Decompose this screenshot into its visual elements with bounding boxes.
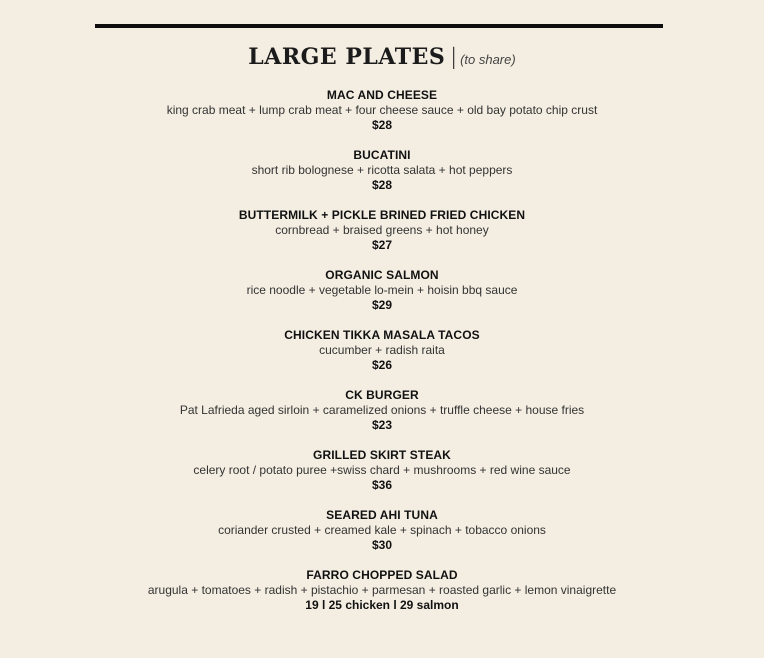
item-name: BUCATINI [353, 148, 411, 162]
top-divider [95, 24, 663, 28]
item-description: coriander crusted + creamed kale + spinach + tobacco onions [218, 523, 546, 537]
item-description: arugula + tomatoes + radish + pistachio + parmesan + roasted garlic + lemon vinaigrette [147, 583, 617, 597]
item-name: SEARED AHI TUNA [326, 508, 438, 522]
menu-item-ahi-tuna [0, 508, 764, 568]
item-price: $28 [371, 118, 393, 132]
menu-item-skirt-steak [0, 448, 764, 508]
menu-item-ck-burger [0, 388, 764, 448]
item-price: $29 [371, 298, 393, 312]
menu-list [0, 88, 764, 628]
menu-item-farro-salad [0, 568, 764, 628]
title-separator: | [451, 44, 457, 70]
section-header [0, 44, 764, 71]
item-price: 19 l 25 chicken l 29 salmon [305, 598, 459, 612]
item-price: $26 [371, 358, 393, 372]
section-title: LARGE PLATES [248, 44, 446, 70]
item-name: GRILLED SKIRT STEAK [313, 448, 451, 462]
item-name: BUTTERMILK + PICKLE BRINED FRIED CHICKEN [238, 208, 526, 222]
item-price: $27 [371, 238, 393, 252]
section-note: (to share) [460, 52, 516, 67]
item-price: $28 [371, 178, 393, 192]
menu-item-mac-and-cheese [0, 88, 764, 148]
menu-item-tikka-tacos [0, 328, 764, 388]
item-name: CHICKEN TIKKA MASALA TACOS [284, 328, 480, 342]
menu-item-bucatini [0, 148, 764, 208]
item-name: MAC AND CHEESE [326, 88, 438, 102]
item-description: celery root / potato puree +swiss chard + mushrooms + red wine sauce [193, 463, 571, 477]
item-name: ORGANIC SALMON [325, 268, 439, 282]
item-price: $30 [371, 538, 393, 552]
item-name: CK BURGER [345, 388, 419, 402]
item-description: king crab meat + lump crab meat + four cheese sauce + old bay potato chip crust [166, 103, 598, 117]
item-description: cucumber + radish raita [319, 343, 445, 357]
item-description: cornbread + braised greens + hot honey [275, 223, 489, 237]
menu-item-organic-salmon [0, 268, 764, 328]
item-description: rice noodle + vegetable lo-mein + hoisin bbq sauce [246, 283, 518, 297]
item-description: short rib bolognese + ricotta salata + hot peppers [251, 163, 513, 177]
item-price: $23 [371, 418, 393, 432]
item-price: $36 [371, 478, 393, 492]
menu-item-fried-chicken [0, 208, 764, 268]
item-description: Pat Lafrieda aged sirloin + caramelized onions + truffle cheese + house fries [179, 403, 585, 417]
item-name: FARRO CHOPPED SALAD [306, 568, 458, 582]
